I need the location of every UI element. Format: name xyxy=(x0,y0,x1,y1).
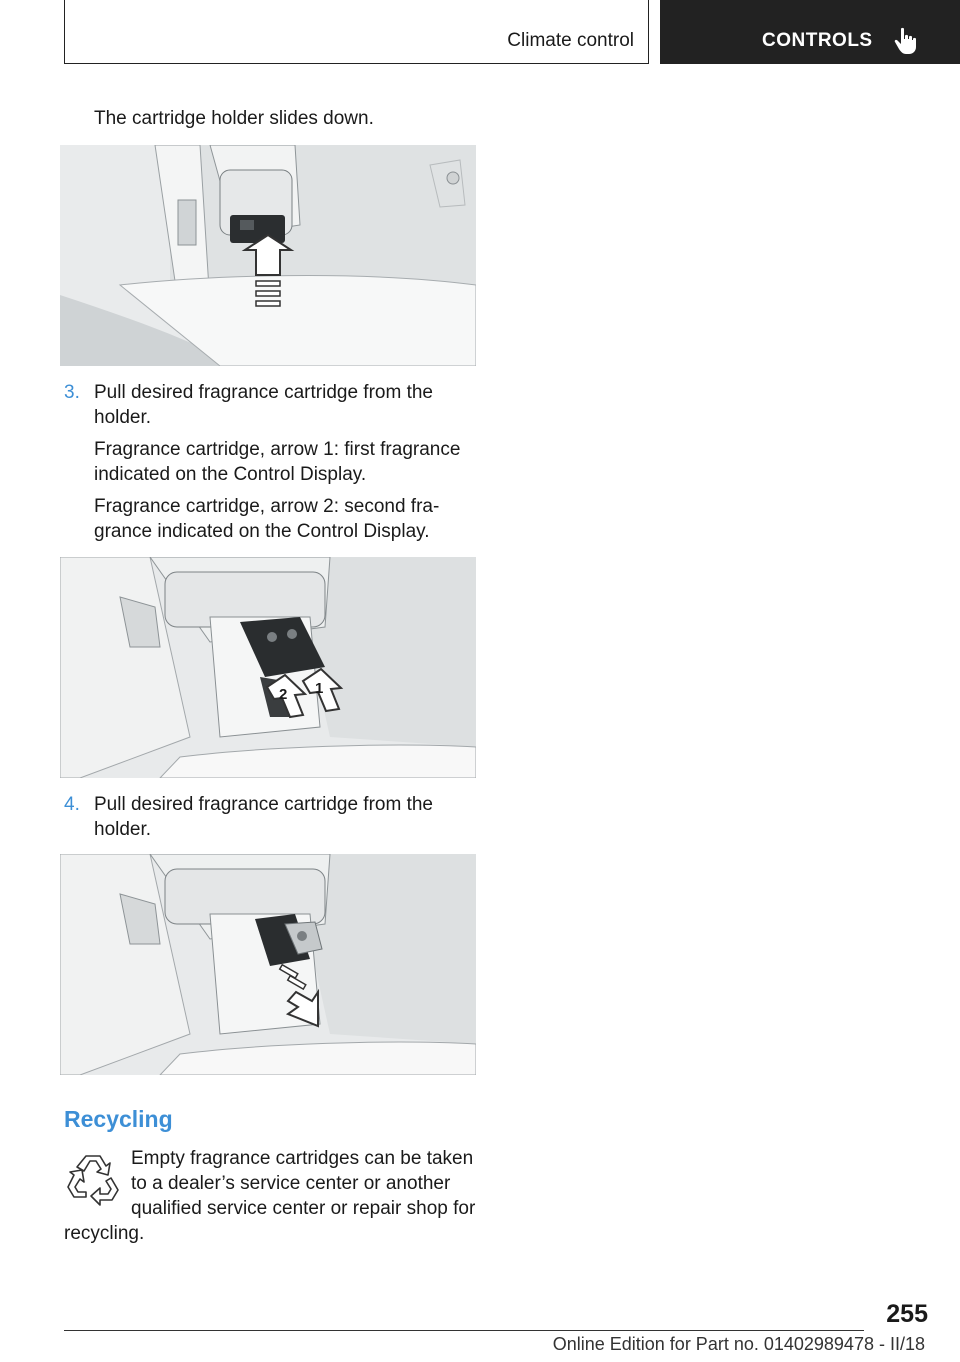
header-chapter-tab xyxy=(660,0,960,64)
step3-note1-line2: indicated on the Control Display. xyxy=(94,464,367,485)
section-title: Climate control xyxy=(507,30,634,51)
step3-line1: Pull desired fragrance cartridge from the xyxy=(94,382,433,403)
step4-line2: holder. xyxy=(94,819,152,840)
recycling-line3: qualified service center or repair shop for xyxy=(131,1198,476,1219)
arrow-label-1: 1 xyxy=(315,680,324,697)
chapter-title: CONTROLS xyxy=(762,30,873,51)
recycling-line1: Empty fragrance cartridges can be taken xyxy=(131,1148,474,1169)
recycle-icon xyxy=(64,1148,122,1206)
step3-note2-line1: Fragrance cartridge, arrow 2: second fra‐ xyxy=(94,496,440,517)
figure-holder-slides-down xyxy=(60,145,476,366)
header-section-box xyxy=(64,0,649,64)
recycling-heading: Recycling xyxy=(64,1106,173,1132)
pointing-hand-icon xyxy=(892,26,922,56)
footer-edition: Online Edition for Part no. 01402989478 - II/18 xyxy=(552,1334,925,1354)
intro-text: The cartridge holder slides down. xyxy=(94,108,374,129)
figure-two-cartridges xyxy=(60,557,476,778)
step-number-4: 4. xyxy=(64,794,80,815)
arrow-label-2: 2 xyxy=(279,686,288,703)
step-number-3: 3. xyxy=(64,382,80,403)
footer-rule xyxy=(64,1330,864,1331)
step4-line1: Pull desired fragrance cartridge from the xyxy=(94,794,433,815)
page-number: 255 xyxy=(886,1300,928,1328)
step3-line2: holder. xyxy=(94,407,152,428)
figure-pull-cartridge xyxy=(60,854,476,1075)
step3-note1-line1: Fragrance cartridge, arrow 1: first fragrance xyxy=(94,439,461,460)
recycling-line2: to a dealer’s service center or another xyxy=(131,1173,451,1194)
step3-note2-line2: grance indicated on the Control Display. xyxy=(94,521,430,542)
recycling-line4: recycling. xyxy=(64,1223,145,1244)
